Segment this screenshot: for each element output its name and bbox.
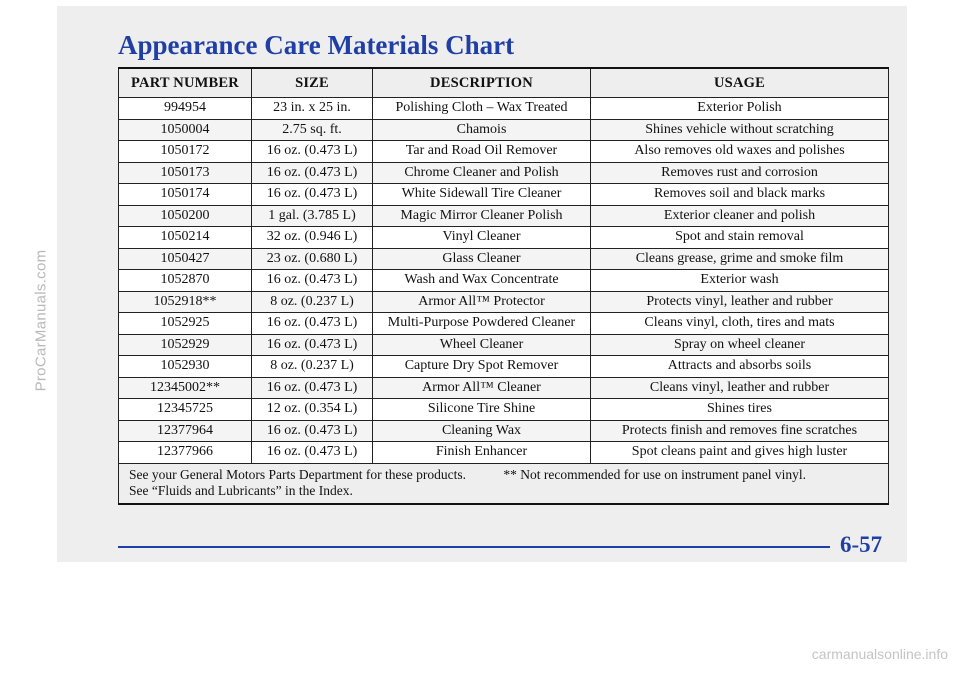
cell-size: 16 oz. (0.473 L)	[252, 141, 373, 163]
cell-part-number: 1050214	[119, 227, 252, 249]
table-row	[119, 356, 889, 378]
cell-size: 16 oz. (0.473 L)	[252, 334, 373, 356]
cell-usage: Removes rust and corrosion	[591, 162, 889, 184]
table-body	[119, 98, 889, 464]
cell-part-number: 12345725	[119, 399, 252, 421]
cell-usage: Also removes old waxes and polishes	[591, 141, 889, 163]
footer-rule	[118, 546, 830, 548]
cell-usage: Attracts and absorbs soils	[591, 356, 889, 378]
cell-description: Polishing Cloth – Wax Treated	[373, 98, 591, 120]
cell-size: 23 oz. (0.680 L)	[252, 248, 373, 270]
cell-usage: Protects finish and removes fine scratches	[591, 420, 889, 442]
cell-part-number: 12345002**	[119, 377, 252, 399]
cell-description: Multi-Purpose Powdered Cleaner	[373, 313, 591, 335]
cell-description: Tar and Road Oil Remover	[373, 141, 591, 163]
page-number: 6-57	[840, 532, 883, 557]
cell-description: Glass Cleaner	[373, 248, 591, 270]
cell-part-number: 12377964	[119, 420, 252, 442]
cell-part-number: 1050200	[119, 205, 252, 227]
cell-description: Magic Mirror Cleaner Polish	[373, 205, 591, 227]
cell-usage: Exterior cleaner and polish	[591, 205, 889, 227]
cell-description: Armor All™ Cleaner	[373, 377, 591, 399]
cell-usage: Shines tires	[591, 399, 889, 421]
table-row	[119, 334, 889, 356]
page-title: Appearance Care Materials Chart	[118, 30, 515, 60]
header-description: DESCRIPTION	[373, 68, 591, 98]
cell-description: White Sidewall Tire Cleaner	[373, 184, 591, 206]
cell-size: 1 gal. (3.785 L)	[252, 205, 373, 227]
cell-part-number: 1050427	[119, 248, 252, 270]
cell-usage: Exterior wash	[591, 270, 889, 292]
cell-usage: Removes soil and black marks	[591, 184, 889, 206]
header-usage: USAGE	[591, 68, 889, 98]
cell-size: 16 oz. (0.473 L)	[252, 442, 373, 464]
table-row	[119, 98, 889, 120]
cell-size: 32 oz. (0.946 L)	[252, 227, 373, 249]
footnote-parts-department: See your General Motors Parts Department for these products.	[129, 466, 467, 482]
table-row	[119, 162, 889, 184]
cell-description: Vinyl Cleaner	[373, 227, 591, 249]
cell-size: 16 oz. (0.473 L)	[252, 420, 373, 442]
table-row	[119, 205, 889, 227]
cell-description: Wheel Cleaner	[373, 334, 591, 356]
cell-usage: Spray on wheel cleaner	[591, 334, 889, 356]
materials-chart-table	[118, 67, 889, 505]
cell-description: Chrome Cleaner and Polish	[373, 162, 591, 184]
cell-description: Cleaning Wax	[373, 420, 591, 442]
cell-description: Silicone Tire Shine	[373, 399, 591, 421]
footnote-row	[119, 463, 889, 504]
table-row	[119, 420, 889, 442]
cell-description: Capture Dry Spot Remover	[373, 356, 591, 378]
table-row	[119, 184, 889, 206]
table-row	[119, 399, 889, 421]
cell-part-number: 12377966	[119, 442, 252, 464]
table-header-row	[119, 68, 889, 98]
cell-size: 8 oz. (0.237 L)	[252, 291, 373, 313]
cell-usage: Cleans grease, grime and smoke film	[591, 248, 889, 270]
cell-part-number: 1052870	[119, 270, 252, 292]
cell-part-number: 994954	[119, 98, 252, 120]
cell-size: 16 oz. (0.473 L)	[252, 270, 373, 292]
cell-size: 16 oz. (0.473 L)	[252, 184, 373, 206]
cell-usage: Exterior Polish	[591, 98, 889, 120]
cell-part-number: 1050172	[119, 141, 252, 163]
cell-usage: Cleans vinyl, cloth, tires and mats	[591, 313, 889, 335]
table-row	[119, 442, 889, 464]
cell-size: 8 oz. (0.237 L)	[252, 356, 373, 378]
side-watermark	[28, 120, 54, 520]
table-row	[119, 227, 889, 249]
bottom-watermark	[0, 646, 960, 662]
cell-part-number: 1052929	[119, 334, 252, 356]
cell-part-number: 1050174	[119, 184, 252, 206]
header-size: SIZE	[252, 68, 373, 98]
cell-description: Finish Enhancer	[373, 442, 591, 464]
cell-part-number: 1052918**	[119, 291, 252, 313]
cell-size: 2.75 sq. ft.	[252, 119, 373, 141]
cell-part-number: 1050173	[119, 162, 252, 184]
cell-usage: Cleans vinyl, leather and rubber	[591, 377, 889, 399]
cell-size: 12 oz. (0.354 L)	[252, 399, 373, 421]
cell-part-number: 1052930	[119, 356, 252, 378]
cell-usage: Spot cleans paint and gives high luster	[591, 442, 889, 464]
footnote-not-recommended: ** Not recommended for use on instrument panel vinyl.	[503, 466, 806, 482]
cell-usage: Protects vinyl, leather and rubber	[591, 291, 889, 313]
cell-part-number: 1052925	[119, 313, 252, 335]
cell-size: 16 oz. (0.473 L)	[252, 377, 373, 399]
table-row	[119, 141, 889, 163]
table-row	[119, 377, 889, 399]
cell-description: Wash and Wax Concentrate	[373, 270, 591, 292]
cell-description: Chamois	[373, 119, 591, 141]
cell-size: 16 oz. (0.473 L)	[252, 162, 373, 184]
side-watermark-text: ProCarManuals.com	[32, 249, 50, 391]
table-row	[119, 119, 889, 141]
cell-part-number: 1050004	[119, 119, 252, 141]
footnote-fluids-reference: See “Fluids and Lubricants” in the Index.	[129, 482, 353, 498]
bottom-watermark-text: carmanualsonline.info	[811, 646, 948, 662]
cell-size: 23 in. x 25 in.	[252, 98, 373, 120]
cell-size: 16 oz. (0.473 L)	[252, 313, 373, 335]
table-row	[119, 248, 889, 270]
table-row	[119, 291, 889, 313]
header-part-number: PART NUMBER	[119, 68, 252, 98]
table-row	[119, 270, 889, 292]
table-row	[119, 313, 889, 335]
cell-usage: Spot and stain removal	[591, 227, 889, 249]
footnote-cell	[119, 463, 889, 504]
cell-usage: Shines vehicle without scratching	[591, 119, 889, 141]
cell-description: Armor All™ Protector	[373, 291, 591, 313]
